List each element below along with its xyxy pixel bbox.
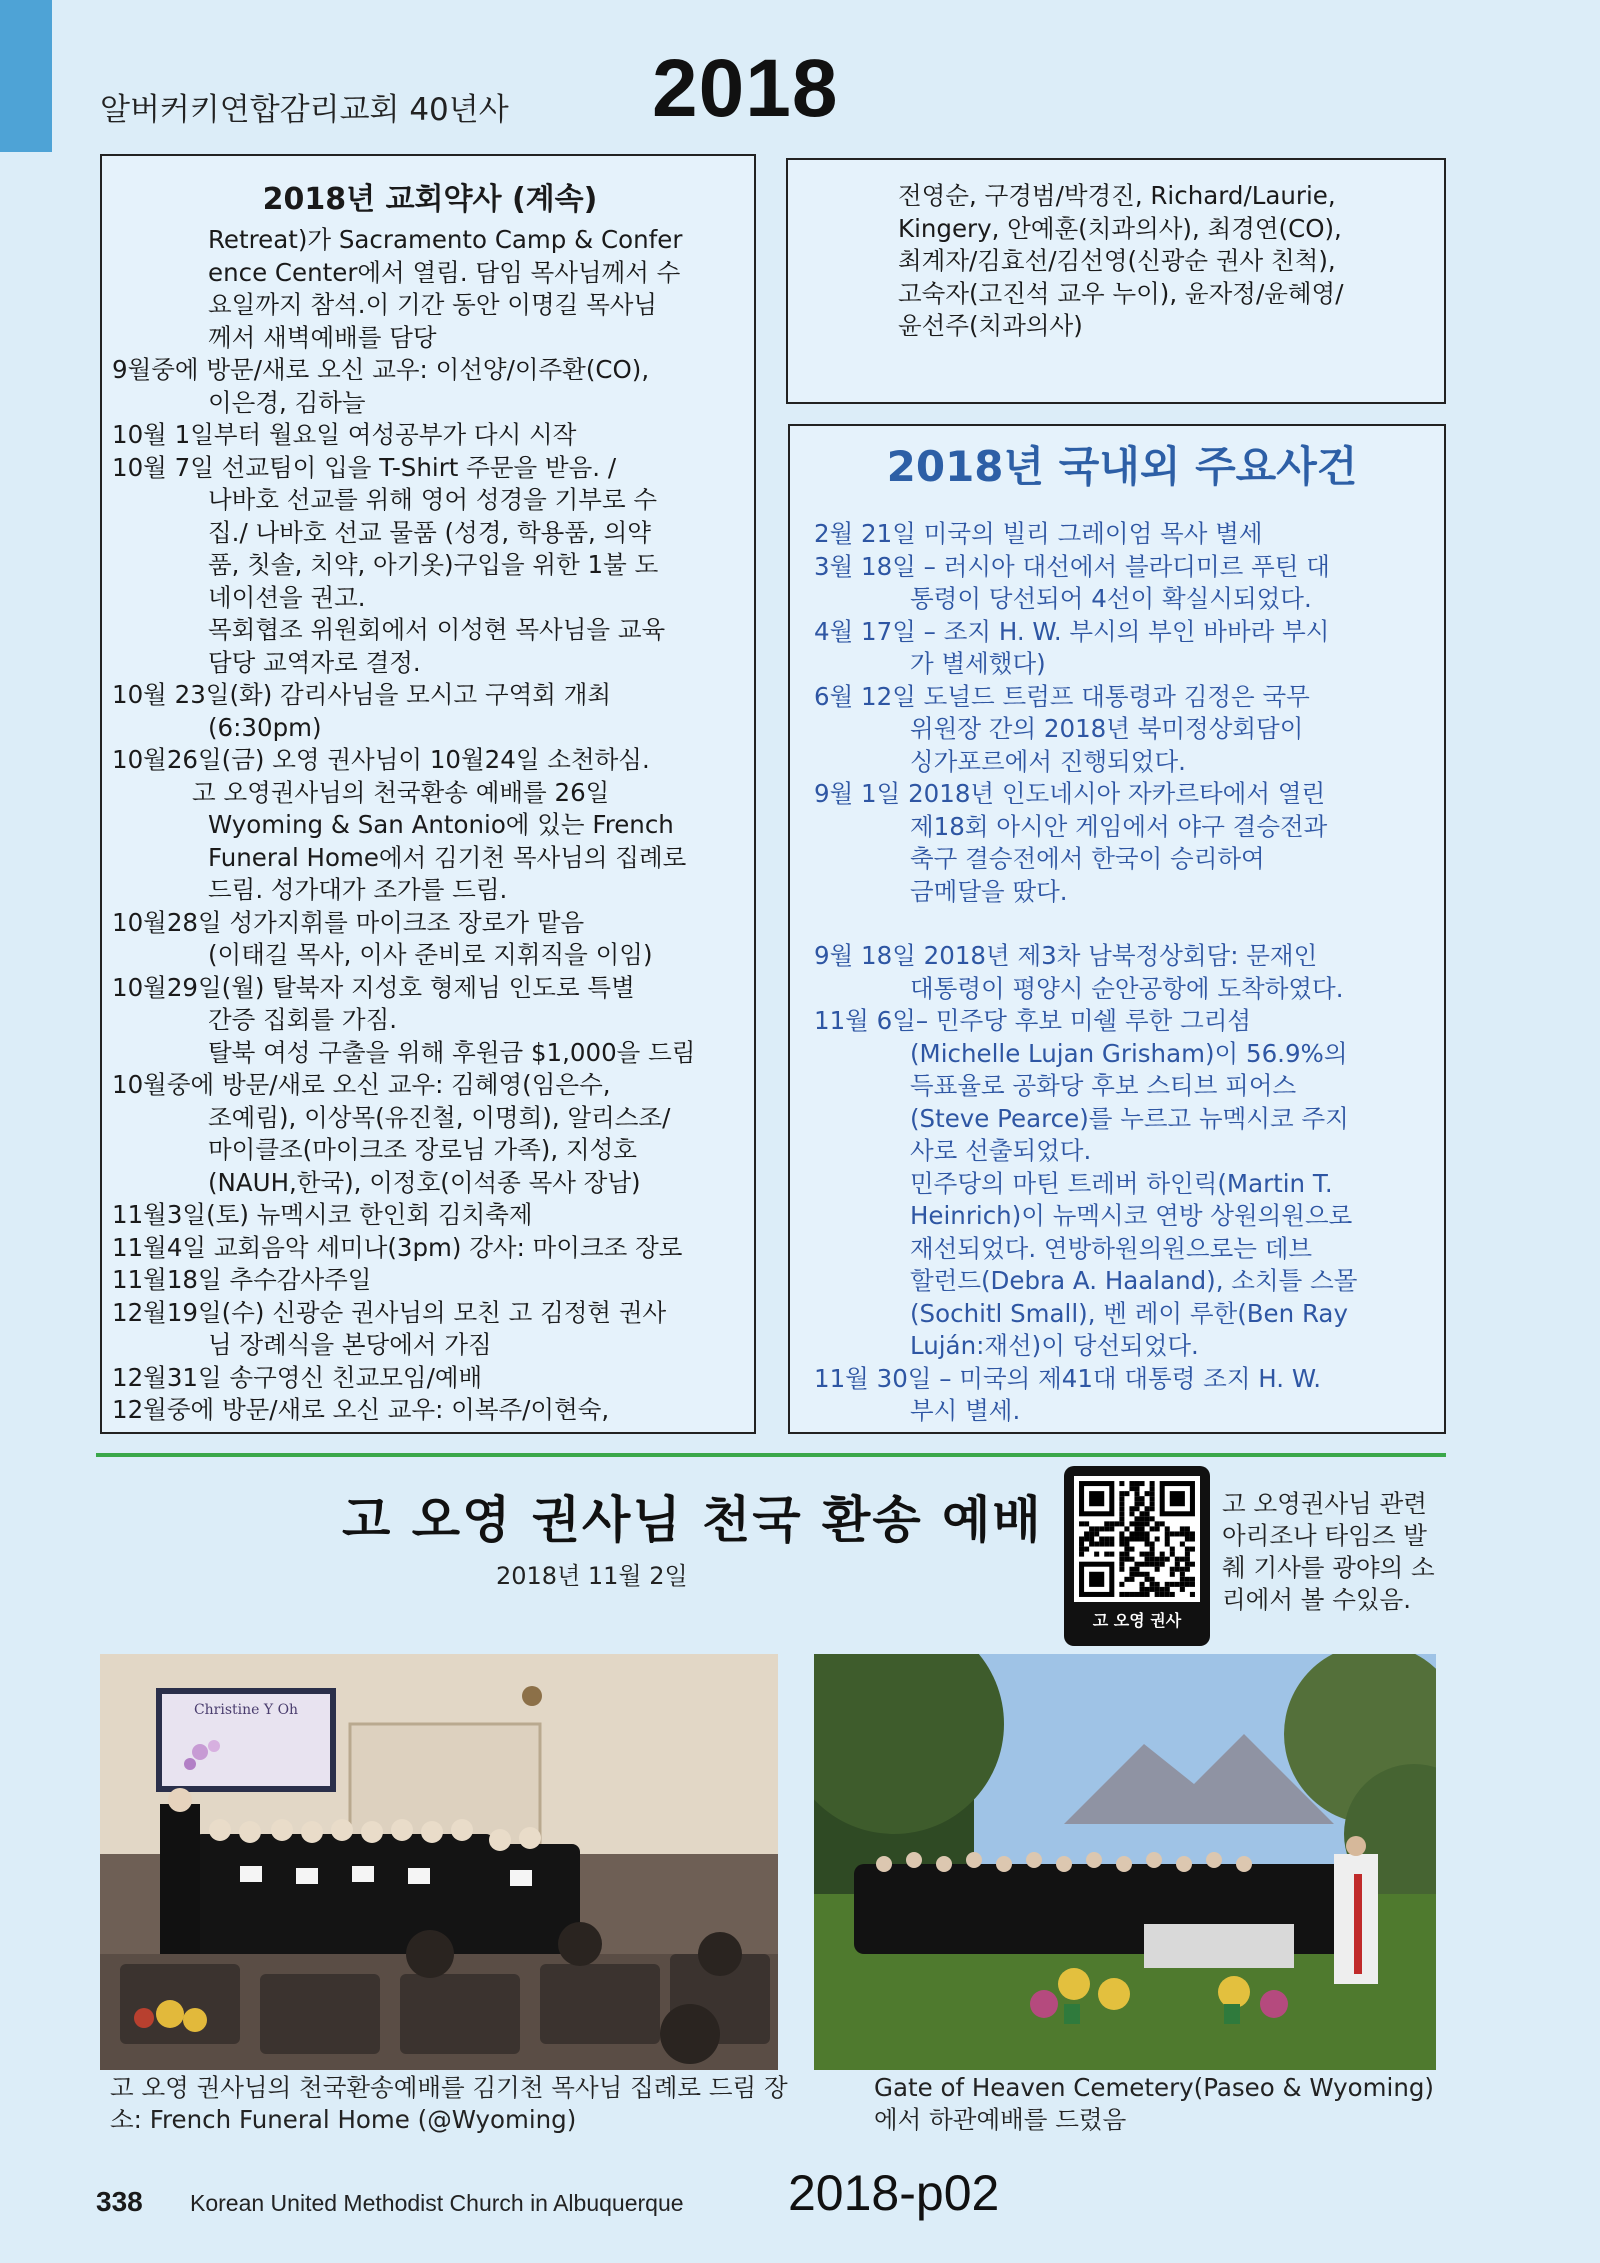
- text-line: 12월중에 방문/새로 오신 교우: 이복주/이현숙,: [112, 1395, 610, 1424]
- screen-name-text: Christine Y Oh: [193, 1702, 299, 1718]
- text-line: 집./ 나바호 선교 물품 (성경, 학용품, 의약: [208, 517, 651, 547]
- text-line: 나바호 선교를 위해 영어 성경을 기부로 수: [208, 485, 658, 514]
- church-history-box: [100, 154, 756, 1434]
- text-line: 위원장 간의 2018년 북미정상회담이: [910, 714, 1304, 743]
- text-line: 가 별세했다): [910, 649, 1046, 678]
- text-line: 네이션을 권고.: [208, 582, 366, 612]
- text-line: 민주당의 마틴 트레버 하인릭(Martin T.: [910, 1168, 1333, 1198]
- text-line: 4월 17일 – 조지 H. W. 부시의 부인 바바라 부시: [814, 616, 1330, 646]
- text-line: Kingery, 안예훈(치과의사), 최경연(CO),: [898, 213, 1342, 243]
- text-line: 최계자/김효선/김선영(신광순 권사 친척),: [898, 246, 1336, 275]
- text-line: 싱가포르에서 진행되었다.: [910, 746, 1186, 776]
- memorial-title: 고 오영 권사님 천국 환송 예배: [342, 1491, 1043, 1549]
- text-line: 고 오영권사님의 천국환송 예배를 26일: [192, 777, 610, 807]
- text-line: 9월 1일 2018년 인도네시아 자카르타에서 열린: [814, 779, 1326, 808]
- qr-code[interactable]: [1064, 1466, 1210, 1646]
- text-line: Funeral Home에서 김기천 목사님의 집례로: [208, 842, 687, 872]
- qr-note: 고 오영권사님 관련 아리조나 타임즈 발췌 기사를 광야의 소리에서 볼 수있음.: [1222, 1489, 1435, 1614]
- text-line: 담당 교역자로 결정.: [208, 647, 421, 677]
- text-line: (이태길 목사, 이사 준비로 지휘직을 이임): [208, 940, 653, 969]
- text-line: 께서 새벽예배를 담당: [208, 322, 437, 352]
- church-history-lines: [112, 224, 748, 1427]
- major-events-lines: [814, 518, 1430, 1428]
- text-line: 2월 21일 미국의 빌리 그레이엄 목사 별세: [814, 519, 1263, 548]
- text-line: 윤선주(치과의사): [898, 311, 1083, 340]
- visitors-continued-box: [786, 158, 1446, 404]
- text-line: 9월중에 방문/새로 오신 교우: 이선양/이주환(CO),: [112, 355, 650, 384]
- text-line: ence Center에서 열림. 담임 목사님께서 수: [208, 257, 681, 287]
- text-line: 제18회 아시안 게임에서 야구 결승전과: [910, 811, 1328, 841]
- text-line: 11월3일(토) 뉴멕시코 한인회 김치축제: [112, 1200, 533, 1229]
- text-line: Heinrich)이 뉴멕시코 연방 상원의원으로: [910, 1201, 1353, 1230]
- text-line: 마이클조(마이크조 장로님 가족), 지성호: [208, 1135, 637, 1164]
- text-line: 금메달을 땄다.: [910, 876, 1068, 906]
- text-line: 10월28일 성가지휘를 마이크조 장로가 맡음: [112, 907, 585, 937]
- text-line: 요일까지 참석.이 기간 동안 이명길 목사님: [208, 290, 658, 319]
- text-line: 재선되었다. 연방하원의원으로는 데브: [910, 1233, 1313, 1263]
- text-line: 10월 23일(화) 감리사님을 모시고 구역회 개최: [112, 680, 612, 709]
- text-line: 10월26일(금) 오영 권사님이 10월24일 소천하심.: [112, 745, 650, 774]
- text-line: 12월31일 송구영신 친교모임/예배: [112, 1362, 483, 1392]
- major-events-heading: 2018년 국내외 주요사건: [886, 442, 1358, 491]
- text-line: 11월 30일 – 미국의 제41대 대통령 조지 H. W.: [814, 1363, 1322, 1393]
- text-line: 11월4일 교회음악 세미나(3pm) 강사: 마이크조 장로: [112, 1232, 683, 1262]
- church-name: Korean United Methodist Church in Albuquerque: [190, 2190, 684, 2216]
- text-line: 할런드(Debra A. Haaland), 소치틀 스몰: [910, 1266, 1358, 1295]
- text-line: 님 장례식을 본당에서 가짐: [208, 1330, 492, 1359]
- text-line: (Steve Pearce)를 누르고 뉴멕시코 주지: [910, 1103, 1349, 1133]
- text-line: 간증 집회를 가짐.: [208, 1005, 398, 1034]
- text-line: (Michelle Lujan Grisham)이 56.9%의: [910, 1038, 1348, 1068]
- text-line: 9월 18일 2018년 제3차 남북정상회담: 문재인: [814, 941, 1318, 970]
- text-line: 11월18일 추수감사주일: [112, 1265, 372, 1294]
- text-line: 3월 18일 – 러시아 대선에서 블라디미르 푸틴 대: [814, 551, 1330, 581]
- text-line: 이은경, 김하늘: [208, 387, 366, 417]
- page-number: 338: [96, 2186, 143, 2217]
- text-line: 조예림), 이상목(유진철, 이명희), 알리스조/: [208, 1102, 671, 1132]
- major-events-box: [788, 424, 1446, 1434]
- section-divider: [96, 1453, 1446, 1457]
- text-line: 11월 6일– 민주당 후보 미쉘 루한 그리셤: [814, 1006, 1252, 1035]
- qr-label: 고 오영 권사: [1092, 1611, 1182, 1630]
- text-line: 부시 별세.: [910, 1396, 1021, 1425]
- text-line: Luján:재선)이 당선되었다.: [910, 1331, 1199, 1360]
- text-line: 품, 칫솔, 치약, 아기옷)구입을 위한 1불 도: [208, 550, 659, 579]
- text-line: (Sochitl Small), 벤 레이 루한(Ben Ray: [910, 1298, 1348, 1328]
- text-line: 6월 12일 도널드 트럼프 대통령과 김정은 국무: [814, 681, 1310, 711]
- funeral-photo-caption: 고 오영 권사님의 천국환송예배를 김기천 목사님 집례로 드림 장소: French Funeral Home (@Wyoming): [110, 2073, 788, 2134]
- text-line: 10월 1일부터 월요일 여성공부가 다시 시작: [112, 420, 577, 449]
- page-code: 2018-p02: [788, 2165, 1000, 2221]
- page-edge-tab: [0, 0, 52, 152]
- text-line: (6:30pm): [208, 712, 322, 742]
- text-line: 목회협조 위원회에서 이성현 목사님을 교육: [208, 615, 666, 644]
- funeral-service-photo: [100, 1654, 778, 2070]
- cemetery-photo-caption: Gate of Heaven Cemetery(Paseo & Wyoming)에서 하관예배를 드렸음: [874, 2073, 1434, 2134]
- qr-code-pattern: [1074, 1476, 1200, 1602]
- church-history-heading: 2018년 교회약사 (계속): [262, 182, 598, 217]
- visitors-lines: [898, 180, 1430, 343]
- blank-line: [814, 908, 1430, 940]
- text-line: 득표율로 공화당 후보 스티브 피어스: [910, 1071, 1297, 1100]
- memorial-date: 2018년 11월 2일: [496, 1562, 688, 1590]
- text-line: (NAUH,한국), 이정호(이석종 목사 장남): [208, 1167, 641, 1197]
- text-line: 10월중에 방문/새로 오신 교우: 김혜영(임은수,: [112, 1070, 611, 1099]
- text-line: 탈북 여성 구출을 위해 후원금 $1,000을 드림: [208, 1037, 696, 1067]
- text-line: Wyoming & San Antonio에 있는 French: [208, 810, 674, 839]
- text-line: 고숙자(고진석 교우 누이), 윤자정/윤혜영/: [898, 278, 1344, 308]
- text-line: 전영순, 구경범/박경진, Richard/Laurie,: [898, 181, 1336, 210]
- text-line: 통령이 당선되어 4선이 확실시되었다.: [910, 584, 1312, 613]
- text-line: 사로 선출되었다.: [910, 1136, 1092, 1165]
- text-line: 드림. 성가대가 조가를 드림.: [208, 875, 508, 904]
- text-line: 축구 결승전에서 한국이 승리하여: [910, 844, 1265, 873]
- text-line: 12월19일(수) 신광순 권사님의 모친 고 김정현 권사: [112, 1297, 667, 1327]
- text-line: Retreat)가 Sacramento Camp & Confer: [208, 225, 683, 254]
- text-line: 10월29일(월) 탈북자 지성호 형제님 인도로 특별: [112, 972, 635, 1002]
- text-line: 10월 7일 선교팀이 입을 T-Shirt 주문을 받음. /: [112, 452, 617, 482]
- text-line: 대통령이 평양시 순안공항에 도착하였다.: [910, 973, 1344, 1003]
- cemetery-burial-photo: [814, 1654, 1436, 2070]
- book-title: 알버커키연합감리교회 40년사: [100, 92, 509, 128]
- year-heading: 2018: [652, 43, 839, 134]
